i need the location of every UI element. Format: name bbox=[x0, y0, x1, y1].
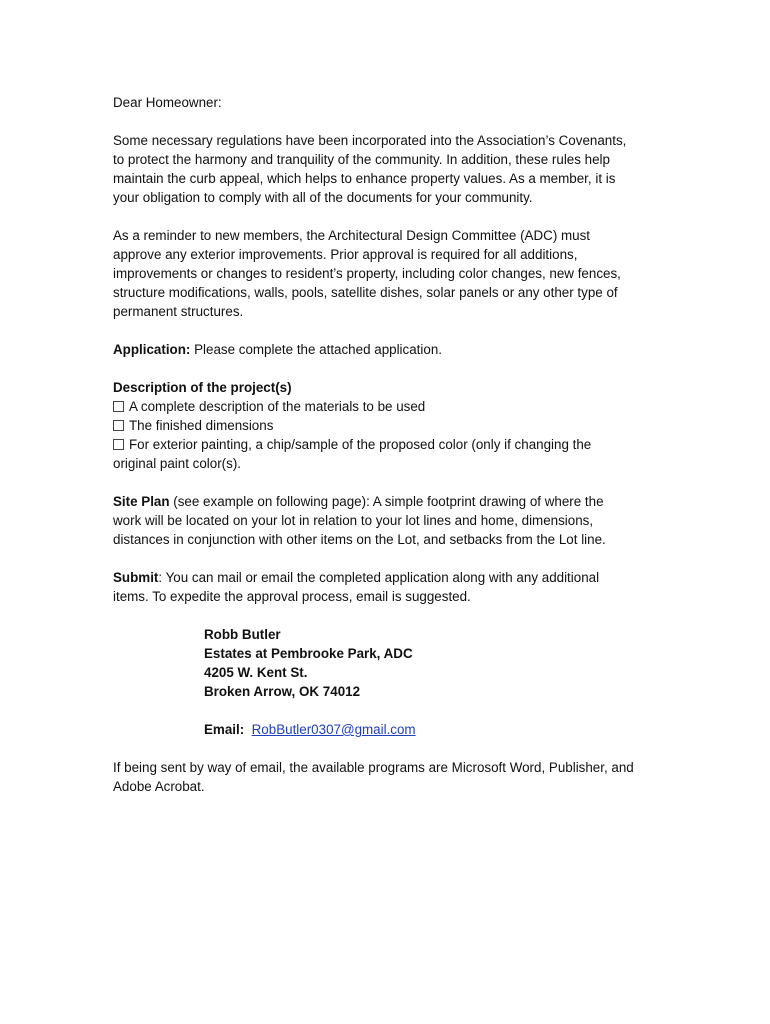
description-item-text: For exterior painting, a chip/sample of the proposed color (only if changing the bbox=[129, 437, 592, 452]
application-line bbox=[113, 340, 673, 359]
salutation bbox=[113, 93, 673, 112]
submit-text: : You can mail or email the completed application along with any additional bbox=[158, 570, 600, 585]
letter-body bbox=[113, 93, 673, 796]
reminder-line: improvements or changes to resident’s property, including color changes, new fences, bbox=[113, 266, 621, 281]
description-item bbox=[113, 416, 673, 435]
description-item-text: A complete description of the materials to be used bbox=[129, 399, 426, 414]
email-label: Email: bbox=[204, 722, 245, 737]
checkbox-icon[interactable] bbox=[113, 439, 124, 450]
site-plan-line bbox=[113, 492, 673, 511]
address-org: Estates at Pembrooke Park, ADC bbox=[204, 646, 413, 661]
intro-line: maintain the curb appeal, which helps to enhance property values. As a member, it is bbox=[113, 171, 616, 186]
submit-line: items. To expedite the approval process, email is suggested. bbox=[113, 589, 471, 604]
site-plan-paragraph bbox=[113, 492, 673, 549]
email-contact bbox=[204, 720, 673, 739]
salutation-text: Dear Homeowner: bbox=[113, 95, 222, 110]
address-street: 4205 W. Kent St. bbox=[204, 665, 308, 680]
checkbox-icon[interactable] bbox=[113, 401, 124, 412]
description-heading: Description of the project(s) bbox=[113, 380, 292, 395]
reminder-line: structure modifications, walls, pools, satellite dishes, solar panels or any other type of bbox=[113, 285, 618, 300]
reminder-line: permanent structures. bbox=[113, 304, 244, 319]
submit-line bbox=[113, 568, 673, 587]
description-item bbox=[113, 397, 673, 416]
reminder-paragraph bbox=[113, 226, 673, 321]
intro-line: to protect the harmony and tranquility of the community. In addition, these rules help bbox=[113, 152, 610, 167]
submit-paragraph bbox=[113, 568, 673, 606]
address-city: Broken Arrow, OK 74012 bbox=[204, 684, 361, 699]
intro-line: your obligation to comply with all of the documents for your community. bbox=[113, 190, 533, 205]
site-plan-text: (see example on following page): A simple footprint drawing of where the bbox=[169, 494, 604, 509]
closing-line: If being sent by way of email, the available programs are Microsoft Word, Publisher, and bbox=[113, 760, 634, 775]
closing-paragraph bbox=[113, 758, 673, 796]
application-paragraph bbox=[113, 340, 673, 359]
checkbox-icon[interactable] bbox=[113, 420, 124, 431]
description-continuation: original paint color(s). bbox=[113, 456, 242, 471]
email-link[interactable]: RobButler0307@gmail.com bbox=[251, 722, 416, 737]
description-item-text: The finished dimensions bbox=[129, 418, 274, 433]
mailing-address bbox=[204, 625, 673, 701]
intro-line: Some necessary regulations have been incorporated into the Association’s Covenants, bbox=[113, 133, 627, 148]
description-item bbox=[113, 435, 673, 454]
description-section bbox=[113, 378, 673, 473]
reminder-line: approve any exterior improvements. Prior approval is required for all additions, bbox=[113, 247, 578, 262]
site-plan-line: work will be located on your lot in relation to your lot lines and home, dimensions, bbox=[113, 513, 594, 528]
address-name: Robb Butler bbox=[204, 627, 281, 642]
application-label: Application: bbox=[113, 342, 191, 357]
email-line bbox=[204, 720, 673, 739]
closing-line: Adobe Acrobat. bbox=[113, 779, 205, 794]
intro-paragraph bbox=[113, 131, 673, 207]
site-plan-line: distances in conjunction with other items on the Lot, and setbacks from the Lot line. bbox=[113, 532, 606, 547]
reminder-line: As a reminder to new members, the Architectural Design Committee (ADC) must bbox=[113, 228, 591, 243]
submit-label: Submit bbox=[113, 570, 159, 585]
site-plan-label: Site Plan bbox=[113, 494, 170, 509]
application-text: Please complete the attached application. bbox=[190, 342, 442, 357]
